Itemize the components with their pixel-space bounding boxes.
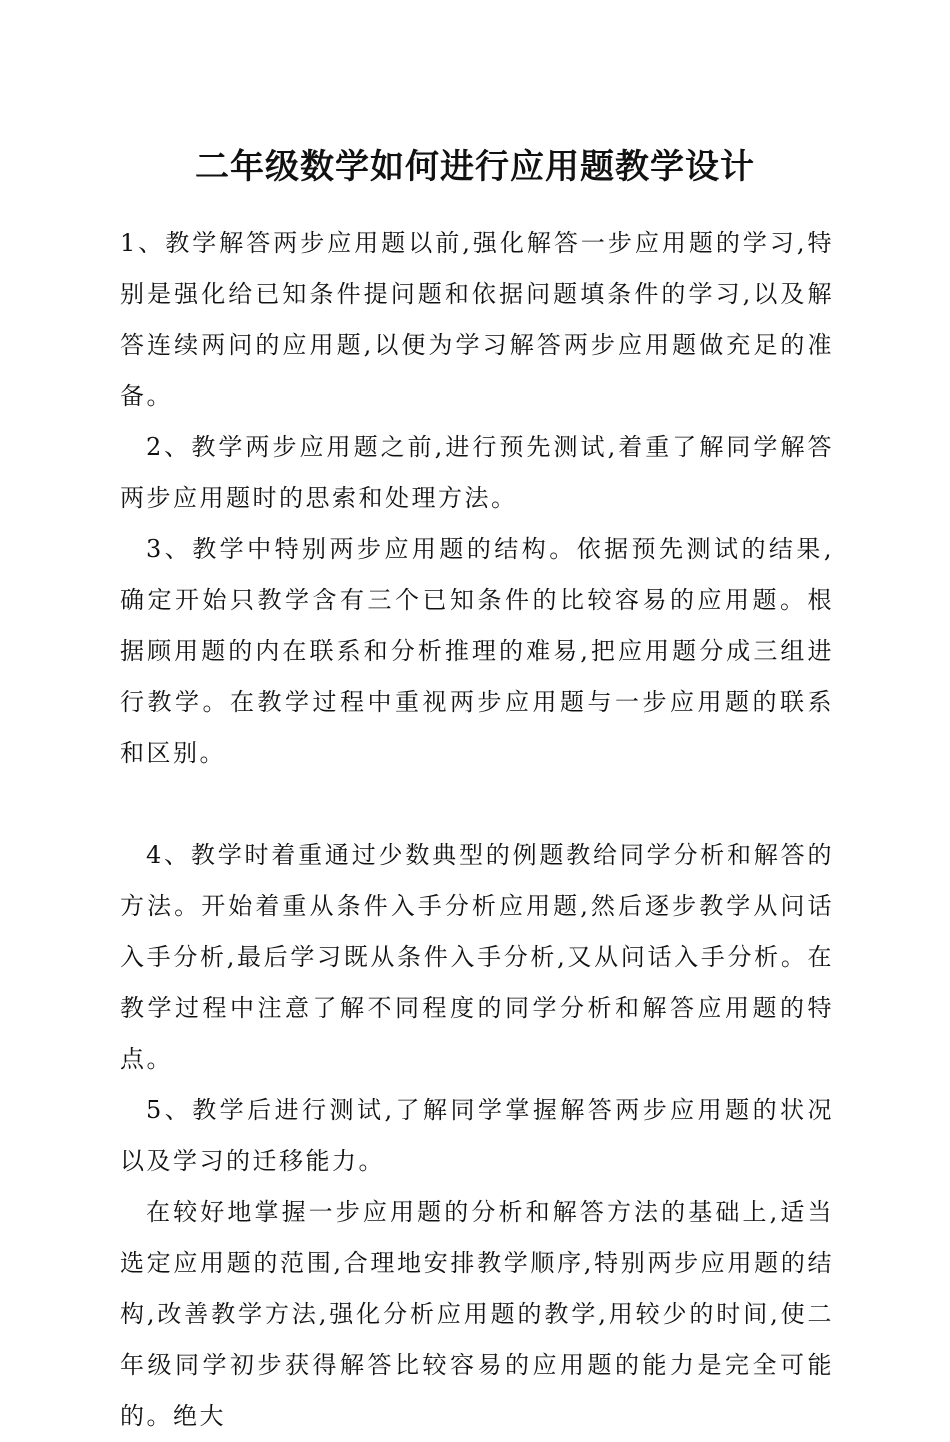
paragraph-spacer xyxy=(120,779,834,830)
document-title: 二年级数学如何进行应用题教学设计 xyxy=(195,147,755,187)
paragraph-6: 在较好地掌握一步应用题的分析和解答方法的基础上,适当选定应用题的范围,合理地安排教学顺序,特别两步应用题的结构,改善教学方法,强化分析应用题的教学,用较少的时间,使二年级同学初步获得解答比较容易的应用题的能力是完全可能的。绝大 xyxy=(120,1198,834,1430)
paragraph-3: 3、教学中特别两步应用题的结构。依据预先测试的结果,确定开始只教学含有三个已知条件的比较容易的应用题。根据顾用题的内在联系和分析推理的难易,把应用题分成三组进行教学。在教学过程中重视两步应用题与一步应用题的联系和区别。 xyxy=(120,535,834,767)
paragraph-1: 1、教学解答两步应用题以前,强化解答一步应用题的学习,特别是强化给已知条件提问题和依据问题填条件的学习,以及解答连续两问的应用题,以便为学习解答两步应用题做充足的准备。 xyxy=(120,229,834,410)
document-body xyxy=(120,218,834,1442)
paragraph-5: 5、教学后进行测试,了解同学掌握解答两步应用题的状况以及学习的迁移能力。 xyxy=(120,1096,834,1175)
paragraph-2: 2、教学两步应用题之前,进行预先测试,着重了解同学解答两步应用题时的思索和处理方法。 xyxy=(120,433,834,512)
paragraph-4: 4、教学时着重通过少数典型的例题教给同学分析和解答的方法。开始着重从条件入手分析应用题,然后逐步教学从问话入手分析,最后学习既从条件入手分析,又从问话入手分析。在教学过程中注意了解不同程度的同学分析和解答应用题的特点。 xyxy=(120,841,834,1073)
